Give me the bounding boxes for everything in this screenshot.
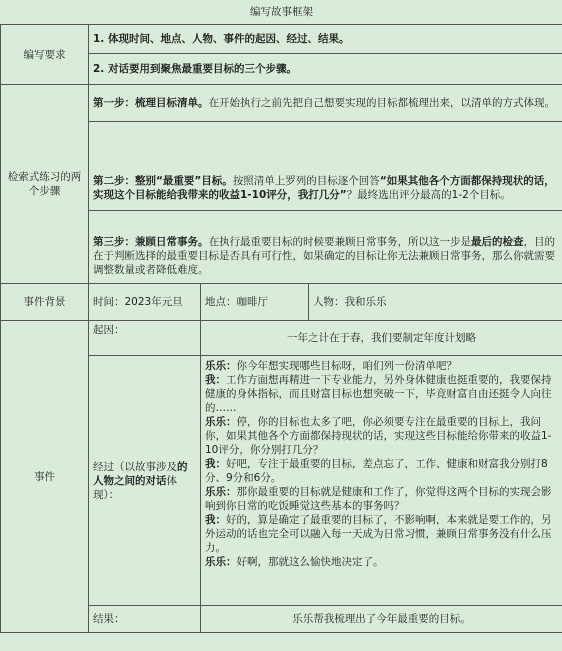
step-3-body-2: ，目的在于判断选择的最重要目标是否具有可行性，如果确定的目标让你无法兼顾日常事务，那么你就需要调整数量或者降低难度。 — [93, 236, 555, 276]
step-1-cell — [89, 85, 562, 122]
step-2-body-1: 按照清单上罗列的目标逐个回答 — [232, 175, 380, 187]
background-place: 地点：咖啡厅 — [201, 284, 309, 321]
dialogue-line — [205, 457, 558, 485]
dialogue-speaker: 乐乐： — [205, 360, 237, 372]
dialogue-text: 好啊，那就这么愉快地决定了。 — [236, 556, 384, 568]
process-label-part-1: 经过（以故事涉及 — [93, 460, 177, 473]
dialogue-line — [205, 415, 558, 457]
step-3-body-1: 在执行最重要目标的时候要兼顾日常事务，所以这一步是 — [208, 236, 471, 248]
dialogue-text: 好吧，专注于最重要的目标，差点忘了，工作、健康和财富我分别打8分、9分和6分。 — [205, 458, 548, 484]
step-2-body-2: ？最终选出评分最高的1-2个目标。 — [346, 189, 511, 201]
dialogue-line — [205, 359, 558, 373]
step-2-cell — [89, 122, 562, 211]
dialogue-text: 好的，算是确定了最重要的目标了，不影响啊，本来就是要工作的，另外运动的话也完全可以融入每一天成为日常习惯，兼顾日常事务没有什么压力。 — [205, 514, 552, 554]
dialogue-text: 工作方面想再精进一下专业能力，另外身体健康也挺重要的，我要保持健康的身体指标，而且财富目标也想突破一下，毕竟财富自由还挺令人向往的…… — [205, 374, 552, 414]
result-text: 乐乐帮我梳理出了今年最重要的目标。 — [201, 606, 562, 633]
dialogue-line — [205, 513, 558, 555]
steps-label: 检索式练习的两个步骤 — [1, 85, 89, 284]
dialogue-speaker: 乐乐： — [205, 556, 237, 568]
cause-text: 一年之计在于春，我们要制定年度计划略 — [201, 321, 562, 356]
dialogue-speaker: 我： — [205, 458, 226, 470]
background-time: 时间：2023年元旦 — [89, 284, 201, 321]
process-label-part-2: 体现）： — [93, 474, 177, 501]
step-3-final-check: 最后的检查 — [471, 236, 524, 248]
step-1-body: 在开始执行之前先把自己想要实现的目标都梳理出来，以清单的方式体现。 — [208, 97, 555, 109]
dialogue-text: 你今年想实现哪些目标呀，咱们列一份清单吧？ — [236, 360, 457, 372]
process-label-bold: 的人物之间的对话 — [93, 460, 188, 487]
dialogue-speaker: 我： — [205, 374, 226, 386]
background-people: 人物：我和乐乐 — [309, 284, 562, 321]
requirement-item-1: 1. 体现时间、地点、人物、事件的起因、经过、结果。 — [89, 25, 562, 54]
requirement-item-2: 2. 对话要用到聚焦最重要目标的三个步骤。 — [89, 54, 562, 85]
dialogue-text: 停，你的目标也太多了吧，你必须要专注在最重要的目标上，我问你，如果其他各个方面都保持现状的话，实现这些目标能给你带来的收益1-10评分，你分别打几分？ — [205, 416, 552, 456]
cause-label: 起因： — [89, 321, 201, 356]
dialogue-cell — [201, 356, 562, 606]
dialogue-speaker: 我： — [205, 514, 226, 526]
dialogue-line — [205, 555, 558, 569]
step-1-head: 第一步：梳理目标清单。 — [93, 97, 209, 109]
dialogue-line — [205, 373, 558, 415]
dialogue-line — [205, 485, 558, 513]
step-2-question: “如果其他各个方面都保持现状的话，实现这个目标能给我带来的收益1-10评分，我打几分” — [93, 175, 555, 201]
background-label: 事件背景 — [1, 284, 89, 321]
step-2-head: 第二步：整别“最重要”目标。 — [93, 175, 233, 187]
requirements-label: 编写要求 — [1, 25, 89, 85]
event-label: 事件 — [1, 321, 89, 633]
dialogue-speaker: 乐乐： — [205, 486, 237, 498]
step-3-head: 第三步：兼顾日常事务。 — [93, 236, 209, 248]
result-label: 结果： — [89, 606, 201, 633]
dialogue-text: 那你最重要的目标就是健康和工作了，你觉得这两个目标的实现会影响到你日常的吃饭睡觉这些基本的事务吗？ — [205, 486, 552, 512]
sheet-title: 编写故事框架 — [1, 0, 562, 25]
step-3-cell — [89, 211, 562, 284]
dialogue-speaker: 乐乐： — [205, 416, 237, 428]
process-label — [89, 356, 201, 606]
